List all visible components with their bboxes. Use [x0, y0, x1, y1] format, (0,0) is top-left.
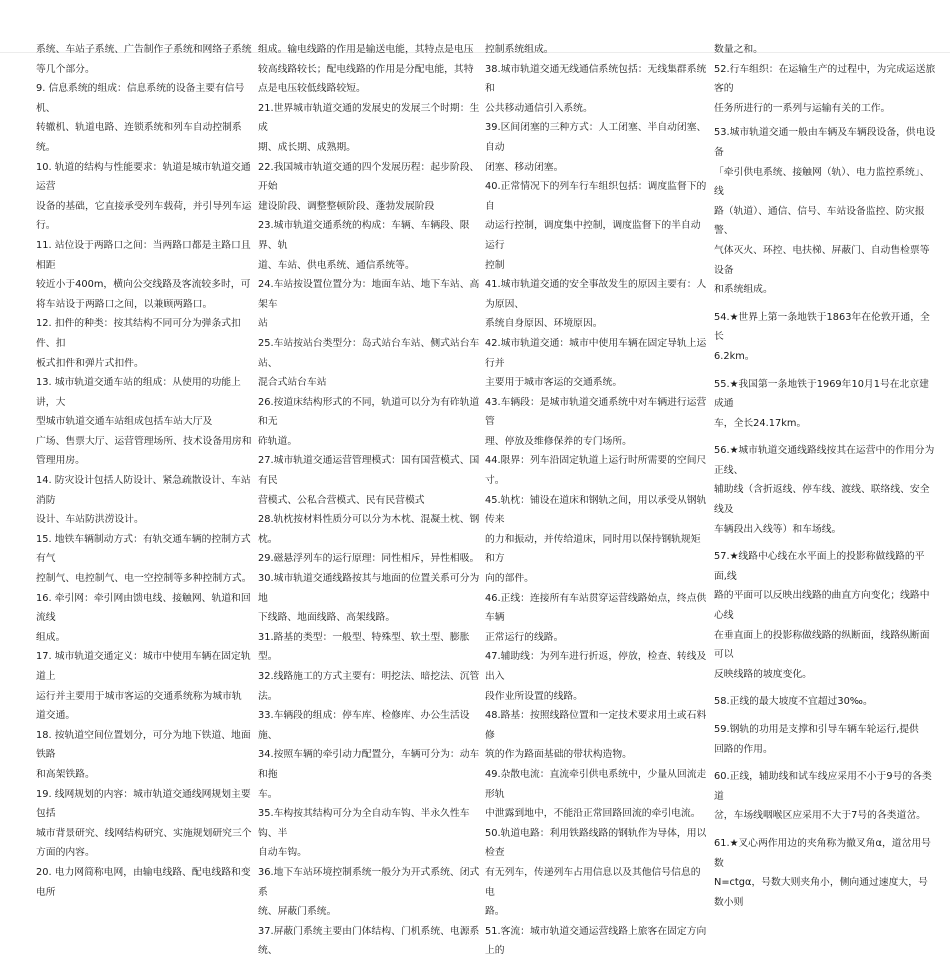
text-line: 18. 按轨道空间位置划分，可分为地下铁道、地面铁路: [36, 729, 251, 761]
text-line: 27.城市轨道交通运营管理模式：国有国营模式、国有民: [258, 455, 480, 487]
text-line: 12. 扣件的种类：按其结构不同可分为弹条式扣件、扣: [36, 318, 241, 349]
text-line: 42.城市轨道交通：城市中使用车辆在固定导轨上运行并: [485, 337, 707, 369]
text-line: 29.磁悬浮列车的运行原理：同性相斥，异性相吸。: [258, 553, 480, 565]
text-line: 28.轨枕按材料性质分可以分为木枕、混凝土枕、钢枕。: [258, 514, 480, 545]
text-line: 砟轨道。: [258, 435, 298, 447]
text-line: 39.区间闭塞的三种方式：人工闭塞、半自动闭塞、自动: [485, 122, 707, 153]
text-line: 44.限界：列车沿固定轨道上运行时所需要的空间尺: [485, 455, 707, 467]
text-line: 51.客流：城市轨道交通运营线路上旅客在固定方向上的: [485, 925, 707, 957]
watermark: [454, 648, 494, 664]
text-line: 的力和振动，并传给道床，同时用以保持钢轨规矩和方: [485, 533, 701, 565]
text-line: 营模式、公私合营模式、民有民营模式: [258, 494, 425, 506]
text-line: 13. 城市轨道交通车站的组成：从使用的功能上讲，大: [36, 377, 241, 408]
text-line: 56.★城市轨道交通线路线按其在运营中的作用分为正线、: [714, 445, 935, 476]
text-line: 公共移动通信引入系统。: [485, 102, 593, 114]
text-line: 23.城市轨道交通系统的构成：车辆、车辆段、限界、轨: [258, 220, 470, 251]
text-line: 9. 信息系统的组成：信息系统的设备主要有信号机、: [36, 83, 245, 114]
text-line: 35.车构按其结构可分为全自动车钩、半永久性车钩、半: [258, 808, 470, 839]
text-line: [714, 712, 936, 720]
text-line: 控制系统组成。: [485, 44, 554, 55]
text-line: 将车站设于两路口之间，以兼顾两路口。: [36, 298, 213, 310]
text-line: 22.我国城市轨道交通的四个发展历程：起步阶段、开始: [258, 161, 480, 193]
text-line: 61.★叉心两作用边的夹角称为撤叉角α，道岔用号数: [714, 837, 931, 869]
text-line: 54.★世界上第一条地铁于1863年在伦敦开通，全长: [714, 311, 930, 343]
text-line: [714, 433, 936, 441]
text-line: 53.城市轨道交通一般由车辆及车辆段设备，供电设备: [714, 127, 936, 158]
text-line: 气体灭火、环控、电扶梯、屏蔽门、自动售检票等设备: [714, 244, 930, 276]
text-line: 控制: [485, 259, 505, 271]
text-line: 自动车钩。: [258, 847, 307, 859]
text-line: 车，全长24.17km。: [714, 417, 807, 429]
text-line: 55.★我国第一条地铁于1969年10月1号在北京建成通: [714, 378, 929, 410]
text-line: 行。: [36, 220, 56, 232]
text-line: 33.车辆段的组成：停车库、检修库、办公生活设施、: [258, 710, 470, 741]
text-line: 40.正常情况下的列车行车组织包括：调度监督下的自: [485, 181, 707, 212]
text-line: 57.★线路中心线在水平面上的投影称做线路的平面,线: [714, 551, 925, 582]
text-line: 31.路基的类型：一般型、特殊型、软土型、膨胀型。: [258, 631, 470, 663]
text-line: 站: [258, 318, 268, 330]
text-column-3: [485, 40, 707, 961]
text-line: 管理用房。: [36, 455, 85, 467]
text-line: 58.正线的最大坡度不宜超过30‰。: [714, 696, 873, 708]
text-line: [714, 759, 936, 767]
text-line: 道、车站、供电系统、通信系统等。: [258, 259, 415, 271]
text-line: 26.按道床结构形式的不同，轨道可以分为有砟轨道和无: [258, 396, 480, 428]
text-line: 闭塞、移动闭塞。: [485, 161, 564, 173]
text-line: 48.路基：按照线路位置和一定技术要求用土或石料修: [485, 710, 707, 741]
text-line: 系统、车站子系统、广告制作子系统和网络子系统: [36, 44, 252, 55]
text-line: 中泄露到地中，不能沿正常回路回流的牵引电流。: [485, 808, 701, 820]
text-line: 任务所进行的一系列与运输有关的工作。: [714, 102, 891, 114]
text-line: 16. 牵引网：牵引网由馈电线、接触网、轨道和回流线: [36, 592, 251, 624]
text-line: 板式扣件和弹片式扣件。: [36, 357, 144, 369]
text-line: 段作业所设置的线路。: [485, 690, 583, 702]
text-line: 筑的作为路面基础的带状构造物。: [485, 749, 632, 761]
text-line: 和系统组成。: [714, 284, 773, 296]
text-column-2: [258, 40, 480, 961]
text-line: 设计、车站防洪涝设计。: [36, 514, 144, 526]
text-line: 混合式站台车站: [258, 377, 327, 389]
text-line: 路的平面可以反映出线路的曲直方向变化；线路中心线: [714, 590, 930, 622]
text-line: N=ctgα，号数大则夹角小，侧向通过速度大，号数小则: [714, 877, 928, 908]
text-line: 主要用于城市客运的交通系统。: [485, 377, 623, 389]
text-line: 方面的内容。: [36, 847, 95, 859]
text-line: 期、成长期、成熟期。: [258, 141, 356, 153]
text-column-1: [36, 40, 258, 902]
text-line: 运行并主要用于城市客运的交通系统称为城市轨: [36, 690, 242, 702]
text-line: 38.城市轨道交通无线通信系统包括：无线集群系统和: [485, 63, 707, 95]
text-line: [714, 826, 936, 834]
text-line: 14. 防灾设计包括人防设计、紧急疏散设计、车站消防: [36, 475, 251, 506]
text-line: 路。: [485, 906, 505, 918]
text-line: 回路的作用。: [714, 743, 773, 755]
text-line: 20. 电力网简称电网，由输电线路、配电线路和变电所: [36, 866, 251, 898]
text-line: 11. 站位设于两路口之间：当两路口都是主路口且相距: [36, 239, 251, 271]
text-line: 较近小于400m，横向公交线路及客流较多时，可: [36, 279, 251, 291]
text-line: 有无列车，传递列车占用信息以及其他信号信息的电: [485, 866, 701, 898]
text-line: 47.辅助线：为列车进行折返，停放，检查、转线及出入: [485, 651, 707, 682]
text-line: 车。: [258, 788, 278, 800]
text-line: 「牵引供电系统、接触网（轨）、电力监控系统」、线: [714, 166, 930, 198]
text-line: 32.线路施工的方式主要有：明挖法、暗挖法、沉管法。: [258, 671, 480, 702]
text-line: 37.屏蔽门系统主要由门体结构、门机系统、电源系统、: [258, 925, 480, 957]
text-line: 动运行控制，调度集中控制，调度监督下的半自动运行: [485, 220, 701, 251]
text-line: 组成。输电线路的作用是输送电能，其特点是电压: [258, 44, 474, 55]
text-line: 建设阶段、调整整顿阶段、蓬勃发展阶段: [258, 200, 435, 212]
text-line: 24.车站按设置位置分为：地面车站、地下车站、高架车: [258, 279, 480, 310]
text-line: 10. 轨道的结构与性能要求：轨道是城市轨道交通运营: [36, 161, 251, 193]
text-line: 理、停放及维修保养的专门场所。: [485, 435, 632, 447]
text-line: 寸。: [485, 475, 505, 487]
text-line: 城市背景研究、线网结构研究、实施规划研究三个: [36, 827, 252, 839]
text-line: 和高架铁路。: [36, 768, 95, 780]
text-line: 正常运行的线路。: [485, 631, 564, 643]
text-line: 15. 地铁车辆制动方式：有轨交通车辆的控制方式有气: [36, 533, 251, 565]
text-line: 21.世界城市轨道交通的发展史的发展三个时期：生成: [258, 102, 480, 134]
text-line: 车辆段出入线等）和车场线。: [714, 523, 842, 535]
text-line: [714, 300, 936, 308]
text-line: 转辙机、轨道电路、连锁系统和列车自动控制系统。: [36, 122, 242, 153]
text-column-4: [714, 40, 936, 912]
text-line: [714, 367, 936, 375]
text-line: 6.2km。: [714, 350, 755, 362]
text-line: 34.按照车辆的牵引动力配置分，车辆可分为：动车和拖: [258, 749, 480, 780]
text-line: 辅助线（含折返线、停车线、渡线、联络线、安全线及: [714, 484, 930, 516]
text-line: 46.正线：连接所有车站贯穿运营线路始点，终点供车辆: [485, 592, 707, 624]
text-line: [714, 539, 936, 547]
text-line: 统、屏蔽门系统。: [258, 906, 337, 918]
text-line: 岔，车场线咽喉区应采用不大于7号的各类道岔。: [714, 810, 926, 822]
text-line: 下线路、地面线路、高架线路。: [258, 612, 396, 624]
text-line: 49.杂散电流：直流牵引供电系统中，少量从回流走形轨: [485, 768, 707, 800]
text-line: 19. 线网规划的内容：城市轨道交通线网规划主要包括: [36, 788, 251, 820]
text-line: 组成。: [36, 631, 66, 643]
text-line: 在垂直面上的投影称做线路的纵断面，线路纵断面可以: [714, 629, 930, 661]
text-line: 17. 城市轨道交通定义：城市中使用车辆在固定轨道上: [36, 651, 251, 682]
text-line: 较高线路较长；配电线路的作用是分配电能，其特: [258, 63, 474, 75]
text-line: 向的部件。: [485, 573, 534, 585]
text-line: 控制气、电控制气、电一空控制等多种控制方式。: [36, 573, 252, 585]
text-line: 等几个部分。: [36, 63, 95, 75]
text-line: 广场、售票大厅、运营管理场所、技术设备用房和: [36, 435, 252, 447]
text-line: 59.钢轨的功用是支撑和引导车辆车轮运行,提供: [714, 724, 919, 735]
text-line: 25.车站按站台类型分：岛式站台车站、侧式站台车站、: [258, 337, 480, 369]
text-line: 50.轨道电路：利用铁路线路的钢轨作为导体，用以检查: [485, 827, 707, 859]
text-line: 43.车辆段：是城市轨道交通系统中对车辆进行运营管: [485, 396, 707, 428]
text-line: 52.行车组织：在运输生产的过程中，为完成运送旅客的: [714, 63, 936, 95]
text-line: 60.正线，辅助线和试车线应采用不小于9号的各类道: [714, 771, 932, 802]
text-line: 反映线路的坡度变化。: [714, 668, 812, 680]
text-line: 型城市轨道交通车站组成包括车站大厅及: [36, 416, 213, 428]
text-line: 41.城市轨道交通的安全事故发生的原因主要有：人为原因、: [485, 279, 707, 310]
text-line: 系统自身原因、环境原因。: [485, 318, 603, 330]
text-line: 设备的基础，它直接承受列车载荷，并引导列车运: [36, 200, 252, 212]
text-line: 道交通。: [36, 710, 76, 722]
text-line: 路（轨道）、通信、信号、车站设备监控、防灾报警、: [714, 205, 925, 237]
text-line: 数量之和。: [714, 44, 763, 55]
text-line: [714, 684, 936, 692]
text-line: 点是电压较低线路较短。: [258, 83, 366, 95]
text-line: 45.轨枕：铺设在道床和钢轨之间，用以承受从钢轨传来: [485, 494, 707, 526]
text-line: 36.地下车站环境控制系统一般分为开式系统、闭式系: [258, 866, 480, 898]
text-line: 30.城市轨道交通线路按其与地面的位置关系可分为地: [258, 573, 480, 604]
